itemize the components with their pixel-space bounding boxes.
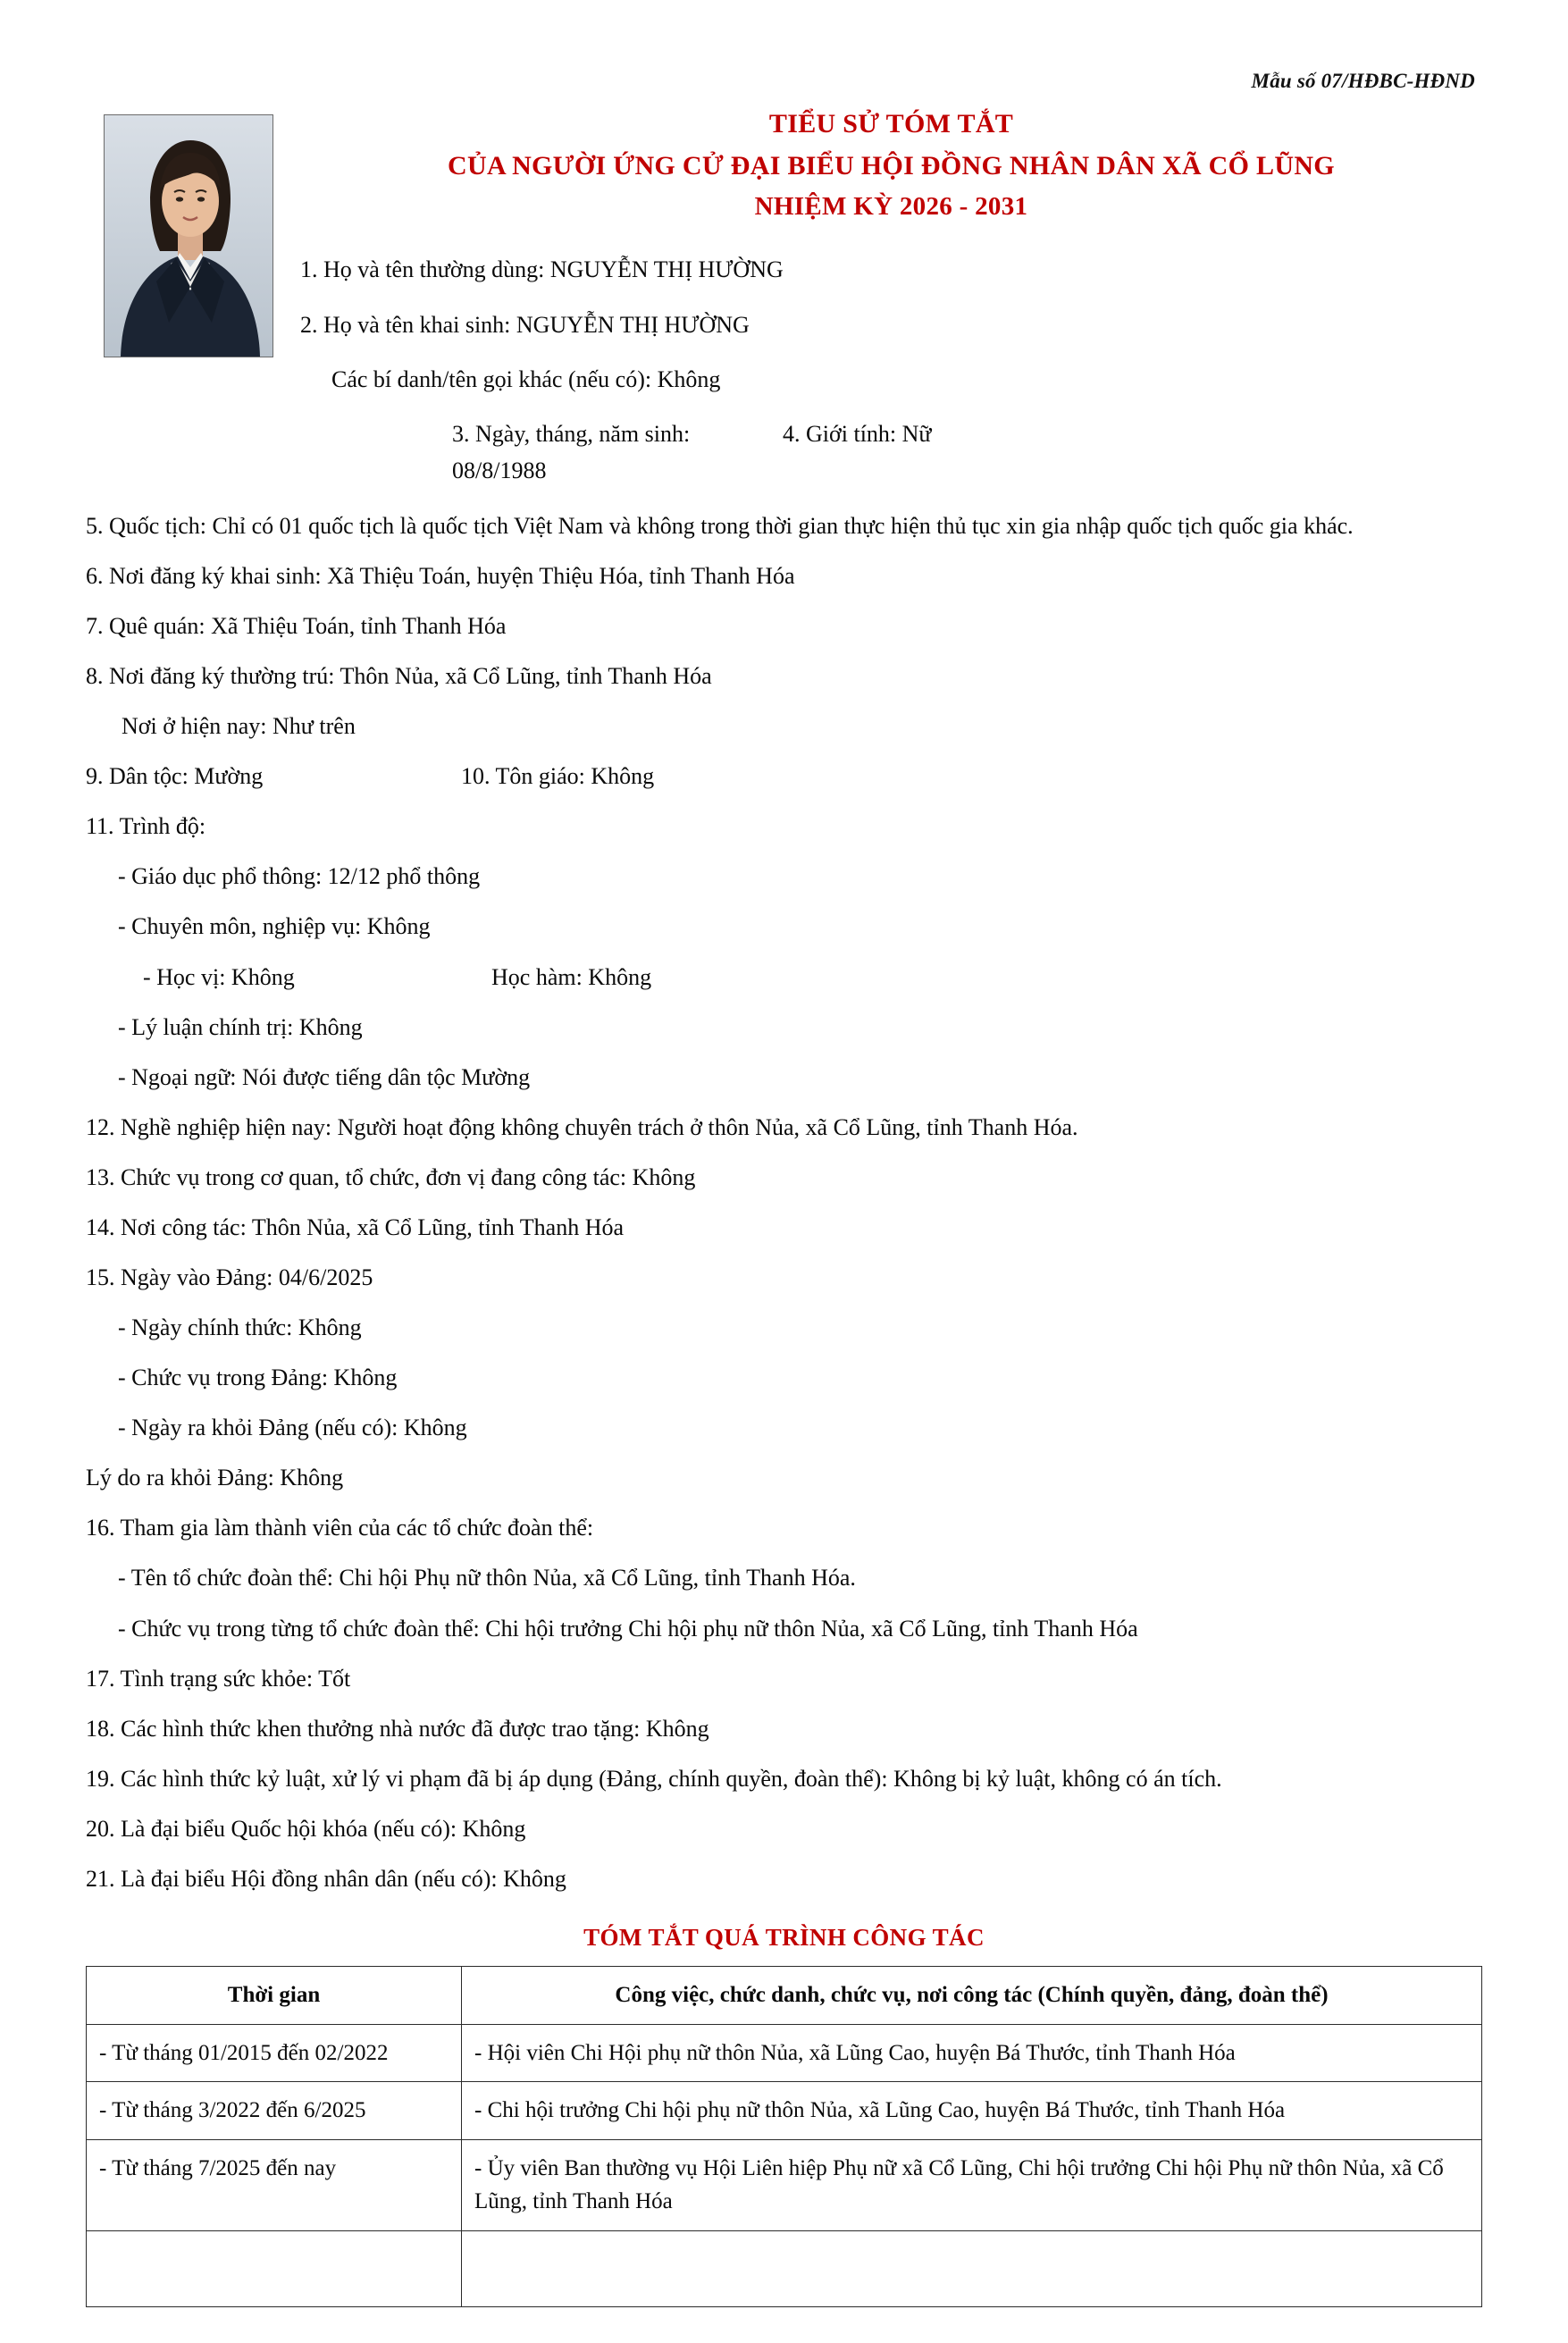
title-block xyxy=(86,105,1482,489)
cell-work-empty xyxy=(462,2230,1482,2306)
field-ethnicity: 9. Dân tộc: Mường xyxy=(86,763,264,790)
cell-work: - Hội viên Chi Hội phụ nữ thôn Nủa, xã Lũng Cao, huyện Bá Thước, tỉnh Thanh Hóa xyxy=(462,2024,1482,2082)
column-header-time: Thời gian xyxy=(87,1967,462,2025)
field-current-occupation: 12. Nghề nghiệp hiện nay: Người hoạt động không chuyên trách ở thôn Nủa, xã Cổ Lũng, tỉnh Thanh Hóa. xyxy=(86,1113,1078,1140)
field-professional-qualification: - Chuyên môn, nghiệp vụ: Không xyxy=(118,913,431,940)
field-party-official-date: - Ngày chính thức: Không xyxy=(118,1314,362,1341)
field-party-leave-date: - Ngày ra khỏi Đảng (nếu có): Không xyxy=(118,1415,467,1441)
field-workplace: 14. Nơi công tác: Thôn Nủa, xã Cổ Lũng, tỉnh Thanh Hóa xyxy=(86,1213,625,1240)
field-organizations-heading: 16. Tham gia làm thành viên của các tổ chức đoàn thể: xyxy=(86,1515,594,1541)
field-ethnicity-religion xyxy=(86,758,1482,794)
table-row xyxy=(87,2082,1482,2140)
cell-time: - Từ tháng 3/2022 đến 6/2025 xyxy=(87,2082,462,2140)
field-full-name-used: 1. Họ và tên thường dùng: NGUYỄN THỊ HƯỜNG xyxy=(300,256,784,283)
field-organization-name: - Tên tổ chức đoàn thể: Chi hội Phụ nữ thôn Nủa, xã Cổ Lũng, tỉnh Thanh Hóa. xyxy=(118,1565,856,1591)
field-nationality: 5. Quốc tịch: Chỉ có 01 quốc tịch là quốc tịch Việt Nam và không trong thời gian thực hiện thủ tục xin gia nhập quốc tịch quốc gia khác. xyxy=(86,512,1354,539)
field-political-theory: - Lý luận chính trị: Không xyxy=(118,1013,363,1040)
field-gender: 4. Giới tính: Nữ xyxy=(783,421,932,448)
field-general-education: - Giáo dục phổ thông: 12/12 phổ thông xyxy=(118,863,481,890)
field-degree-title xyxy=(86,959,1482,995)
title-line-3: NHIỆM KỲ 2026 - 2031 xyxy=(754,192,1028,222)
field-foreign-language: - Ngoại ngữ: Nói được tiếng dân tộc Mường xyxy=(118,1063,531,1090)
identity-block xyxy=(300,252,1482,488)
table-row xyxy=(87,2024,1482,2082)
table-row-empty xyxy=(87,2230,1482,2306)
field-permanent-residence: 8. Nơi đăng ký thường trú: Thôn Nủa, xã Cổ Lũng, tỉnh Thanh Hóa xyxy=(86,663,712,690)
career-table xyxy=(86,1966,1482,2307)
field-disciplinary-actions: 19. Các hình thức kỷ luật, xử lý vi phạm đã bị áp dụng (Đảng, chính quyền, đoàn thể): Không bị kỷ luật, không có án tích. xyxy=(86,1765,1222,1792)
field-people-council-deputy: 21. Là đại biểu Hội đồng nhân dân (nếu có): Không xyxy=(86,1865,566,1892)
field-party-join-date: 15. Ngày vào Đảng: 04/6/2025 xyxy=(86,1264,373,1291)
cell-work: - Ủy viên Ban thường vụ Hội Liên hiệp Phụ nữ xã Cổ Lũng, Chi hội trưởng Chi hội Phụ nữ thôn Nủa, xã Cổ Lũng, tỉnh Thanh Hóa xyxy=(462,2139,1482,2230)
field-state-awards: 18. Các hình thức khen thưởng nhà nước đã được trao tặng: Không xyxy=(86,1715,709,1742)
form-code: Mẫu số 07/HĐBC-HĐND xyxy=(1251,70,1475,92)
field-birth-registration-place: 6. Nơi đăng ký khai sinh: Xã Thiệu Toán, huyện Thiệu Hóa, tỉnh Thanh Hóa xyxy=(86,562,795,589)
cell-time: - Từ tháng 01/2015 đến 02/2022 xyxy=(87,2024,462,2082)
column-header-work: Công việc, chức danh, chức vụ, nơi công tác (Chính quyền, đảng, đoàn thể) xyxy=(462,1967,1482,2025)
cell-time-empty xyxy=(87,2230,462,2306)
field-health-status: 17. Tình trạng sức khỏe: Tốt xyxy=(86,1665,351,1692)
title-line-2: CỦA NGƯỜI ỨNG CỬ ĐẠI BIỂU HỘI ĐỒNG NHÂN DÂN XÃ CỔ LŨNG xyxy=(448,150,1335,181)
field-academic-title: Học hàm: Không xyxy=(491,963,652,990)
field-party-leave-reason: Lý do ra khỏi Đảng: Không xyxy=(86,1465,344,1491)
table-header-row xyxy=(87,1967,1482,2025)
field-education-heading: 11. Trình độ: xyxy=(86,813,206,840)
field-hometown: 7. Quê quán: Xã Thiệu Toán, tỉnh Thanh Hóa xyxy=(86,613,507,639)
document-header xyxy=(86,105,1482,489)
cell-time: - Từ tháng 7/2025 đến nay xyxy=(87,2139,462,2230)
field-position-at-work: 13. Chức vụ trong cơ quan, tổ chức, đơn vị đang công tác: Không xyxy=(86,1163,696,1190)
field-national-assembly-deputy: 20. Là đại biểu Quốc hội khóa (nếu có): Không xyxy=(86,1815,526,1842)
field-religion: 10. Tôn giáo: Không xyxy=(461,763,655,790)
field-alias: Các bí danh/tên gọi khác (nếu có): Không xyxy=(331,365,721,392)
field-organization-position: - Chức vụ trong từng tổ chức đoàn thể: Chi hội trưởng Chi hội phụ nữ thôn Nủa, xã Cổ Lũng, tỉnh Thanh Hóa xyxy=(118,1615,1138,1642)
field-date-of-birth: 3. Ngày, tháng, năm sinh: 08/8/1988 xyxy=(452,421,691,483)
document-body xyxy=(86,508,1482,1897)
field-current-residence: Nơi ở hiện nay: Như trên xyxy=(122,713,356,740)
field-academic-degree: - Học vị: Không xyxy=(143,963,295,990)
candidate-photo xyxy=(104,114,273,357)
cell-work: - Chi hội trưởng Chi hội phụ nữ thôn Nủa, xã Lũng Cao, huyện Bá Thước, tỉnh Thanh Hóa xyxy=(462,2082,1482,2140)
field-dob-gender xyxy=(300,416,1482,489)
field-party-position: - Chức vụ trong Đảng: Không xyxy=(118,1365,398,1391)
title-line-1: TIỂU SỬ TÓM TẮT xyxy=(768,109,1014,139)
career-section-title: TÓM TẮT QUÁ TRÌNH CÔNG TÁC xyxy=(583,1924,985,1952)
field-birth-name: 2. Họ và tên khai sinh: NGUYỄN THỊ HƯỜNG xyxy=(300,311,750,338)
